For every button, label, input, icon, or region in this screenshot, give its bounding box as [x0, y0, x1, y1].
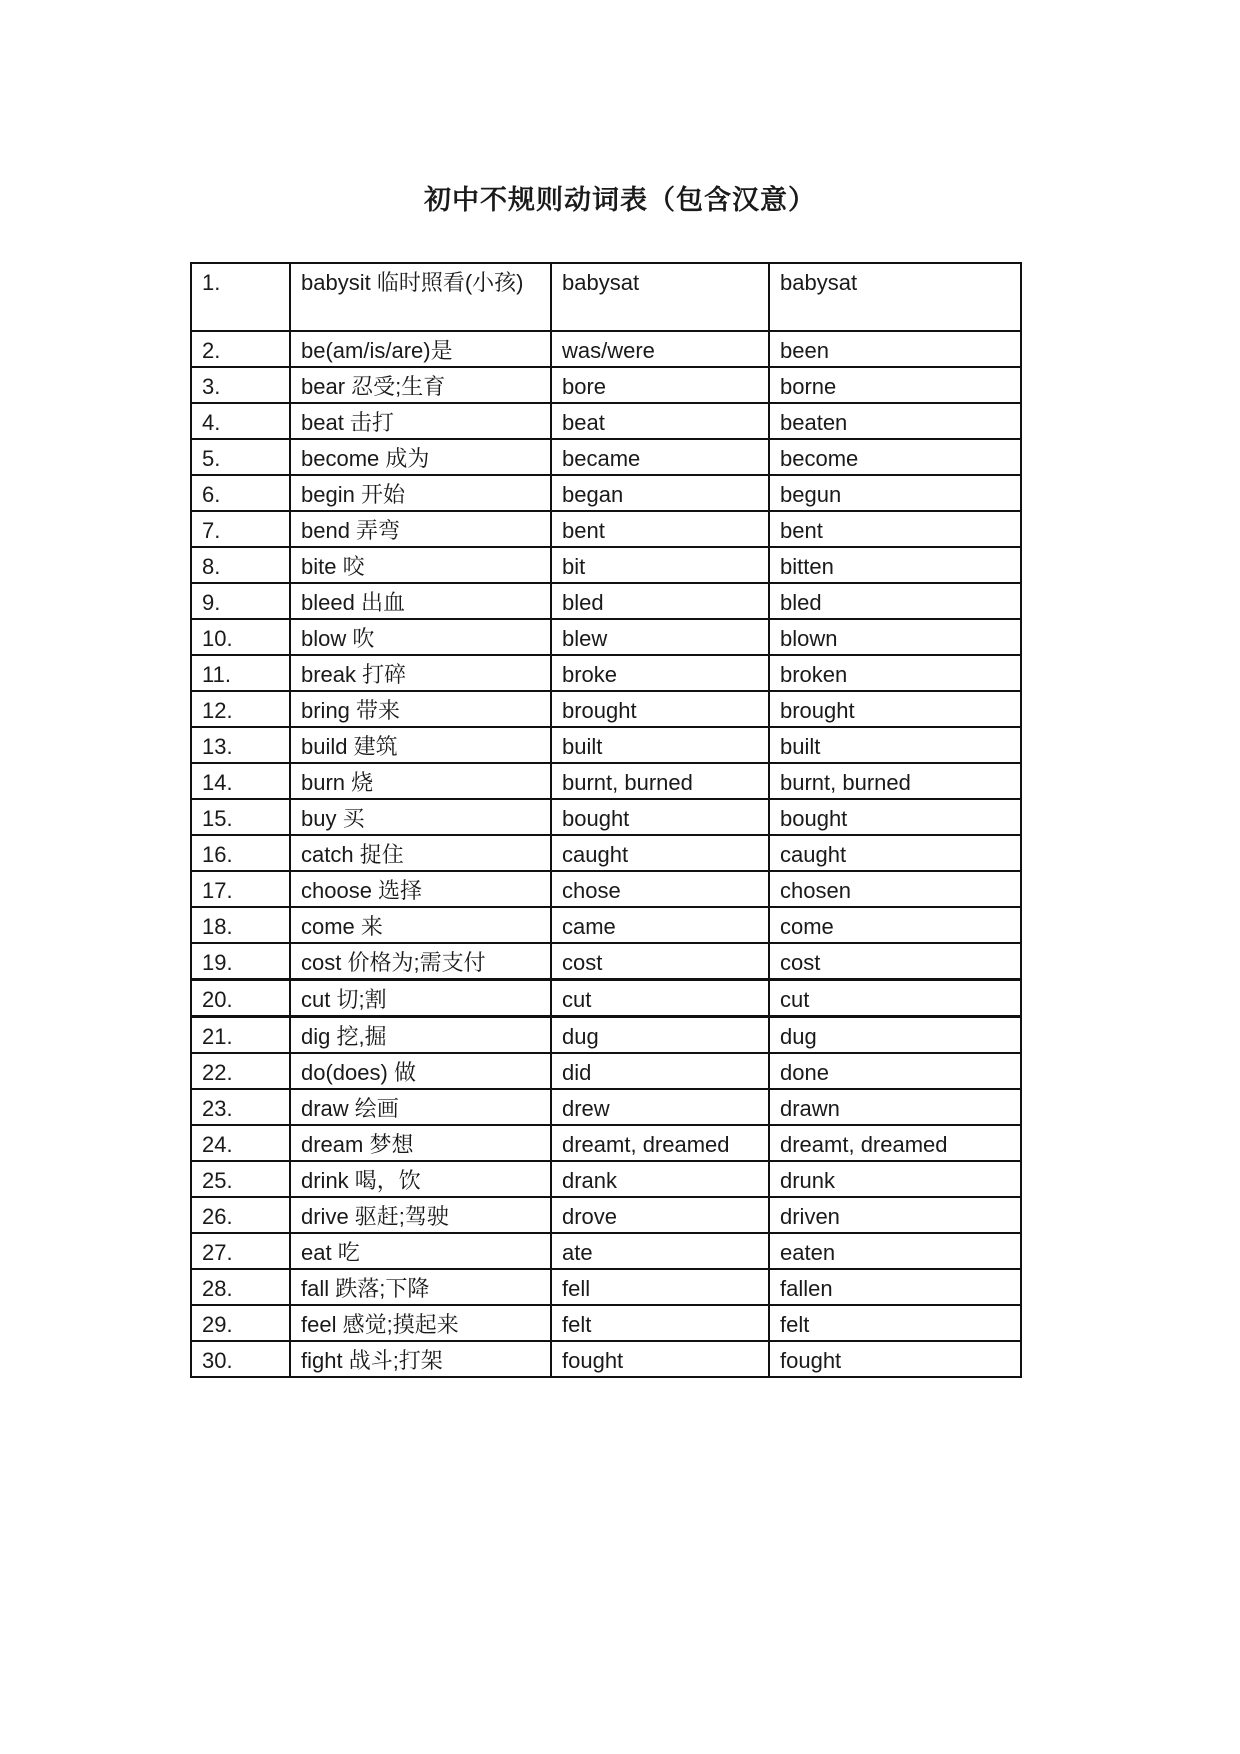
base-form-cell: come 来 [290, 907, 551, 943]
past-participle-cell: bled [769, 583, 1021, 619]
past-participle-cell: fallen [769, 1269, 1021, 1305]
table-row [191, 1197, 1021, 1233]
past-tense-cell: broke [551, 655, 769, 691]
row-number-cell: 8. [191, 547, 290, 583]
row-number-cell: 24. [191, 1125, 290, 1161]
table-row [191, 799, 1021, 835]
table-row [191, 1089, 1021, 1125]
past-participle-cell: felt [769, 1305, 1021, 1341]
past-tense-cell: burnt, burned [551, 763, 769, 799]
base-form-cell: buy 买 [290, 799, 551, 835]
past-participle-cell: bought [769, 799, 1021, 835]
base-form-cell: bring 带来 [290, 691, 551, 727]
past-participle-cell: begun [769, 475, 1021, 511]
base-form-cell: do(does) 做 [290, 1053, 551, 1089]
past-tense-cell: fell [551, 1269, 769, 1305]
table-row [191, 403, 1021, 439]
row-number-cell: 23. [191, 1089, 290, 1125]
past-participle-cell: fought [769, 1341, 1021, 1377]
past-participle-cell: drunk [769, 1161, 1021, 1197]
table-row [191, 1305, 1021, 1341]
past-tense-cell: beat [551, 403, 769, 439]
row-number-cell: 7. [191, 511, 290, 547]
past-participle-cell: done [769, 1053, 1021, 1089]
verb-table-body [191, 263, 1021, 1377]
table-row [191, 547, 1021, 583]
past-participle-cell: dug [769, 1017, 1021, 1054]
irregular-verb-table [190, 262, 1022, 1378]
past-participle-cell: eaten [769, 1233, 1021, 1269]
past-participle-cell: bitten [769, 547, 1021, 583]
past-participle-cell: cut [769, 980, 1021, 1017]
row-number-cell: 12. [191, 691, 290, 727]
document-title: 初中不规则动词表（包含汉意） [424, 185, 816, 216]
row-number-cell: 18. [191, 907, 290, 943]
row-number-cell: 5. [191, 439, 290, 475]
past-tense-cell: dug [551, 1017, 769, 1054]
past-tense-cell: brought [551, 691, 769, 727]
past-participle-cell: burnt, burned [769, 763, 1021, 799]
past-participle-cell: built [769, 727, 1021, 763]
base-form-cell: cost 价格为;需支付 [290, 943, 551, 980]
past-participle-cell: brought [769, 691, 1021, 727]
past-tense-cell: drew [551, 1089, 769, 1125]
row-number-cell: 21. [191, 1017, 290, 1054]
past-tense-cell: fought [551, 1341, 769, 1377]
table-row [191, 1341, 1021, 1377]
base-form-cell: catch 捉住 [290, 835, 551, 871]
table-row [191, 1233, 1021, 1269]
past-tense-cell: began [551, 475, 769, 511]
base-form-cell: fall 跌落;下降 [290, 1269, 551, 1305]
row-number-cell: 3. [191, 367, 290, 403]
past-tense-cell: cost [551, 943, 769, 980]
base-form-cell: eat 吃 [290, 1233, 551, 1269]
base-form-cell: bear 忍受;生育 [290, 367, 551, 403]
table-row [191, 1269, 1021, 1305]
row-number-cell: 27. [191, 1233, 290, 1269]
base-form-cell: bite 咬 [290, 547, 551, 583]
past-participle-cell: blown [769, 619, 1021, 655]
past-tense-cell: babysat [551, 263, 769, 331]
row-number-cell: 4. [191, 403, 290, 439]
table-row [191, 475, 1021, 511]
past-participle-cell: beaten [769, 403, 1021, 439]
row-number-cell: 19. [191, 943, 290, 980]
base-form-cell: build 建筑 [290, 727, 551, 763]
table-row [191, 655, 1021, 691]
table-row [191, 1125, 1021, 1161]
base-form-cell: drive 驱赶;驾驶 [290, 1197, 551, 1233]
past-tense-cell: blew [551, 619, 769, 655]
base-form-cell: bleed 出血 [290, 583, 551, 619]
past-participle-cell: dreamt, dreamed [769, 1125, 1021, 1161]
past-participle-cell: cost [769, 943, 1021, 980]
past-tense-cell: bent [551, 511, 769, 547]
row-number-cell: 1. [191, 263, 290, 331]
past-tense-cell: drank [551, 1161, 769, 1197]
past-tense-cell: bit [551, 547, 769, 583]
base-form-cell: draw 绘画 [290, 1089, 551, 1125]
past-tense-cell: came [551, 907, 769, 943]
row-number-cell: 22. [191, 1053, 290, 1089]
row-number-cell: 28. [191, 1269, 290, 1305]
past-tense-cell: caught [551, 835, 769, 871]
row-number-cell: 26. [191, 1197, 290, 1233]
table-row [191, 439, 1021, 475]
past-participle-cell: babysat [769, 263, 1021, 331]
table-row [191, 980, 1021, 1017]
table-row [191, 1161, 1021, 1197]
past-tense-cell: was/were [551, 331, 769, 367]
base-form-cell: babysit 临时照看(小孩) [290, 263, 551, 331]
past-participle-cell: caught [769, 835, 1021, 871]
row-number-cell: 30. [191, 1341, 290, 1377]
row-number-cell: 2. [191, 331, 290, 367]
row-number-cell: 15. [191, 799, 290, 835]
table-row [191, 583, 1021, 619]
row-number-cell: 29. [191, 1305, 290, 1341]
table-row [191, 907, 1021, 943]
table-row [191, 367, 1021, 403]
past-participle-cell: chosen [769, 871, 1021, 907]
past-tense-cell: felt [551, 1305, 769, 1341]
table-row [191, 835, 1021, 871]
past-tense-cell: cut [551, 980, 769, 1017]
table-row [191, 511, 1021, 547]
table-row [191, 1017, 1021, 1054]
table-row [191, 727, 1021, 763]
base-form-cell: cut 切;割 [290, 980, 551, 1017]
past-participle-cell: come [769, 907, 1021, 943]
past-tense-cell: ate [551, 1233, 769, 1269]
row-number-cell: 6. [191, 475, 290, 511]
past-participle-cell: been [769, 331, 1021, 367]
past-tense-cell: drove [551, 1197, 769, 1233]
row-number-cell: 16. [191, 835, 290, 871]
base-form-cell: dream 梦想 [290, 1125, 551, 1161]
past-participle-cell: become [769, 439, 1021, 475]
past-participle-cell: borne [769, 367, 1021, 403]
table-row [191, 1053, 1021, 1089]
row-number-cell: 10. [191, 619, 290, 655]
base-form-cell: be(am/is/are)是 [290, 331, 551, 367]
past-participle-cell: broken [769, 655, 1021, 691]
base-form-cell: blow 吹 [290, 619, 551, 655]
row-number-cell: 20. [191, 980, 290, 1017]
base-form-cell: become 成为 [290, 439, 551, 475]
past-tense-cell: chose [551, 871, 769, 907]
base-form-cell: fight 战斗;打架 [290, 1341, 551, 1377]
past-participle-cell: driven [769, 1197, 1021, 1233]
table-row [191, 871, 1021, 907]
table-row [191, 331, 1021, 367]
base-form-cell: burn 烧 [290, 763, 551, 799]
row-number-cell: 9. [191, 583, 290, 619]
row-number-cell: 13. [191, 727, 290, 763]
base-form-cell: break 打碎 [290, 655, 551, 691]
past-tense-cell: dreamt, dreamed [551, 1125, 769, 1161]
row-number-cell: 14. [191, 763, 290, 799]
table-row [191, 263, 1021, 331]
table-row [191, 619, 1021, 655]
base-form-cell: dig 挖,掘 [290, 1017, 551, 1054]
past-participle-cell: drawn [769, 1089, 1021, 1125]
base-form-cell: drink 喝，饮 [290, 1161, 551, 1197]
past-tense-cell: bought [551, 799, 769, 835]
past-tense-cell: built [551, 727, 769, 763]
past-participle-cell: bent [769, 511, 1021, 547]
table-row [191, 763, 1021, 799]
base-form-cell: beat 击打 [290, 403, 551, 439]
table-row [191, 943, 1021, 980]
base-form-cell: choose 选择 [290, 871, 551, 907]
past-tense-cell: bled [551, 583, 769, 619]
past-tense-cell: did [551, 1053, 769, 1089]
row-number-cell: 17. [191, 871, 290, 907]
past-tense-cell: bore [551, 367, 769, 403]
table-row [191, 691, 1021, 727]
base-form-cell: feel 感觉;摸起来 [290, 1305, 551, 1341]
past-tense-cell: became [551, 439, 769, 475]
row-number-cell: 11. [191, 655, 290, 691]
base-form-cell: begin 开始 [290, 475, 551, 511]
row-number-cell: 25. [191, 1161, 290, 1197]
base-form-cell: bend 弄弯 [290, 511, 551, 547]
